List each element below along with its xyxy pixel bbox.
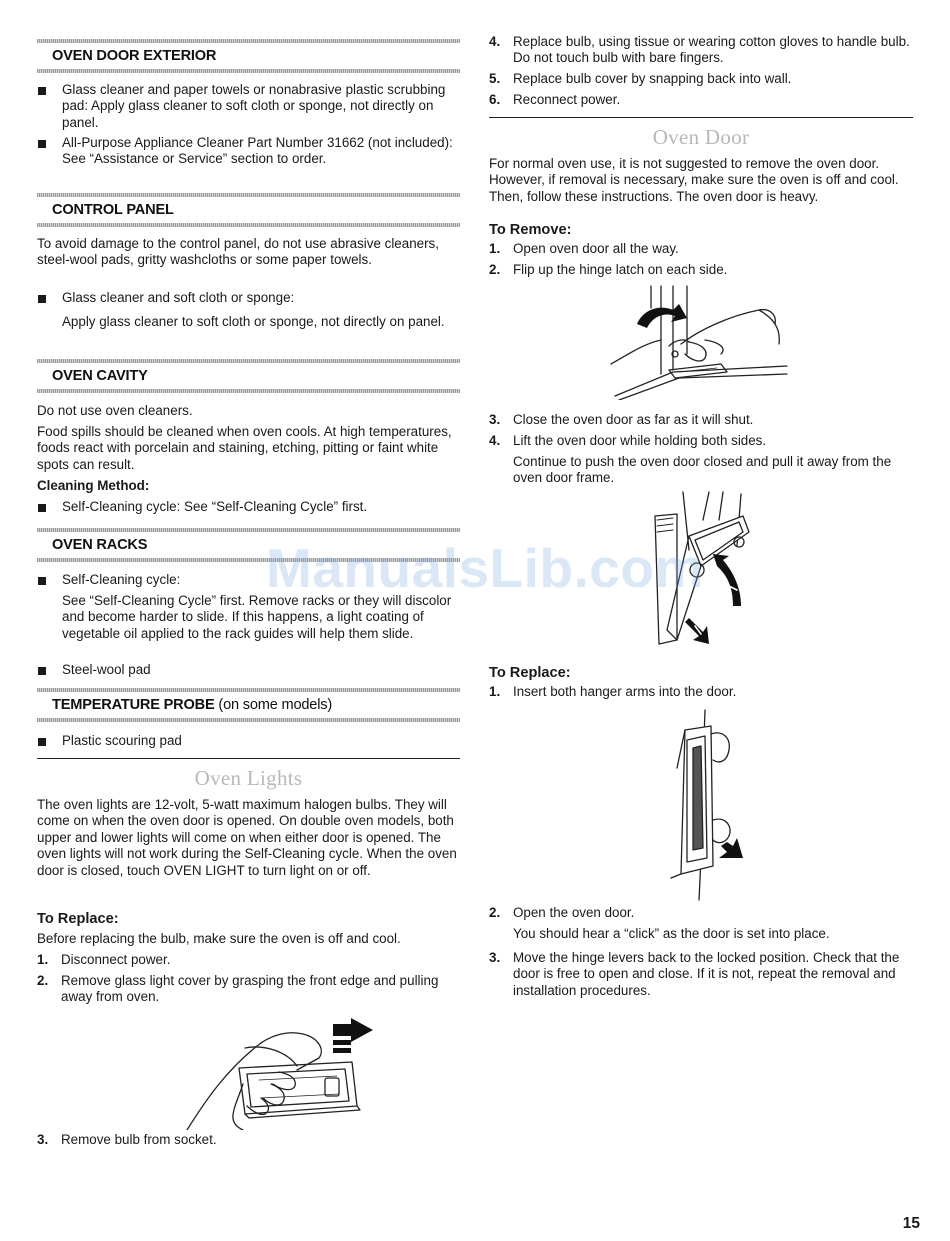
title-light: (on some models): [218, 697, 332, 713]
bullet-item: [37, 135, 460, 168]
step-number: 3.: [37, 1132, 49, 1147]
cleaning-method-label: Cleaning Method:: [37, 478, 150, 493]
step-text: Disconnect power.: [61, 952, 171, 967]
heading-oven-door: Oven Door: [652, 125, 750, 149]
subheading-to-replace: To Replace:: [37, 911, 119, 927]
subheading-to-replace: To Replace:: [489, 665, 571, 681]
paragraph: For normal oven use, it is not suggested to remove the oven door. However, if removal is necessary, make sure the oven is off and cool. Then, follow these instructions. The oven door is heavy.: [489, 156, 899, 204]
step-item: [489, 71, 913, 87]
title-bold: TEMPERATURE PROBE: [52, 697, 215, 713]
step-number: 1.: [489, 684, 501, 699]
section-title: CONTROL PANEL: [52, 202, 174, 218]
step-number: 4.: [489, 34, 501, 49]
step-item: [489, 905, 913, 921]
bullet-text: All-Purpose Appliance Cleaner Part Number 31662 (not included):: [62, 135, 453, 150]
step-text: Lift the oven door while holding both sides.: [513, 433, 767, 448]
step-item: [489, 34, 913, 67]
step-item: [489, 684, 913, 700]
step-number: 1.: [37, 952, 49, 967]
watermark: ManualsLib.com: [266, 537, 704, 599]
step-number: 2.: [489, 905, 501, 920]
step-item: [37, 1132, 460, 1148]
paragraph: Food spills should be cleaned when oven cools. At high temperatures, foods react with porcelain and staining, etching, pitting or faint white spots can result.: [37, 424, 452, 472]
step-item: [37, 973, 460, 1006]
section-header-control-panel: [37, 193, 460, 227]
step-item: [489, 241, 913, 257]
section-title: OVEN RACKS: [52, 537, 148, 553]
step-item: [37, 952, 460, 968]
step-item: [489, 262, 913, 278]
step-detail: Continue to push the oven door closed and pull it away from the oven door frame.: [513, 454, 892, 486]
section-header-oven-cavity: [37, 359, 460, 393]
subheading-to-remove: To Remove:: [489, 222, 572, 238]
step-number: 4.: [489, 433, 501, 448]
bullet-detail: See “Self-Cleaning Cycle” first. Remove racks or they will discolor and become harder to slide. If this happens, a light coating of vegetable oil applied to the rack guides will help them slide.: [62, 593, 452, 641]
bullet-detail: Apply glass cleaner to soft cloth or sponge, not directly on panel.: [62, 314, 445, 329]
light-cover-illustration: [147, 1018, 407, 1130]
step-text: Reconnect power.: [513, 92, 621, 107]
step-number: 2.: [37, 973, 49, 988]
section-divider: [489, 117, 913, 118]
step-number: 2.: [489, 262, 501, 277]
step-text: Flip up the hinge latch on each side.: [513, 262, 728, 277]
step-detail: You should hear a “click” as the door is set into place.: [513, 926, 830, 941]
hinge-latch-illustration: [609, 284, 789, 400]
bullet-item: Glass cleaner and soft cloth or sponge:: [37, 290, 460, 306]
step-text: Move the hinge levers back to the locked position. Check that the door is free to open and close. If it is not, repeat the removal and installation procedures.: [513, 950, 900, 998]
step-item: [489, 412, 913, 428]
step-item: [489, 433, 913, 449]
paragraph: The oven lights are 12-volt, 5-watt maximum halogen bulbs. They will come on when the oven door is opened. On double oven models, both upper and lower lights will come on when either door is opened. The oven lights will not work during the Self-Cleaning cycle. When the oven door is closed, touch OVEN LIGHT to turn light on or off.: [37, 797, 457, 878]
step-number: 3.: [489, 412, 501, 427]
step-text: Open the oven door.: [513, 905, 635, 920]
section-header-temperature-probe: [37, 688, 460, 722]
bullet-item: Glass cleaner and paper towels or nonabrasive plastic scrubbing pad: Apply glass cleaner to soft cloth or sponge, not directly on panel.: [37, 82, 460, 131]
section-title: OVEN CAVITY: [52, 368, 148, 384]
bullet-item: Plastic scouring pad: [37, 733, 460, 749]
section-title: [52, 697, 332, 713]
step-text: Insert both hanger arms into the door.: [513, 684, 737, 699]
step-number: 1.: [489, 241, 501, 256]
paragraph: Do not use oven cleaners.: [37, 403, 193, 418]
hanger-arms-illustration: [657, 708, 743, 902]
paragraph: Before replacing the bulb, make sure the oven is off and cool.: [37, 931, 401, 946]
step-text: Open oven door all the way.: [513, 241, 679, 256]
step-text: Remove glass light cover by grasping the front edge and pulling away from oven.: [61, 973, 439, 1005]
section-header-oven-door-exterior: [37, 39, 460, 73]
step-text: Remove bulb from socket.: [61, 1132, 217, 1147]
page-number: 15: [902, 1215, 920, 1232]
step-number: 3.: [489, 950, 501, 965]
bullet-item: Steel-wool pad: [37, 662, 460, 678]
step-number: 6.: [489, 92, 501, 107]
step-text: Close the oven door as far as it will shut.: [513, 412, 754, 427]
step-item: [489, 92, 913, 108]
section-title: OVEN DOOR EXTERIOR: [52, 48, 217, 64]
section-divider: [37, 758, 460, 759]
step-item: [489, 950, 913, 999]
bullet-item: Self-Cleaning cycle:: [37, 572, 460, 588]
heading-oven-lights: Oven Lights: [194, 766, 303, 790]
bullet-text: See “Assistance or Service” section to order.: [62, 151, 327, 167]
step-text: Replace bulb cover by snapping back into wall.: [513, 71, 792, 86]
step-number: 5.: [489, 71, 501, 86]
bullet-item: Self-Cleaning cycle: See “Self-Cleaning Cycle” first.: [37, 499, 460, 515]
paragraph: To avoid damage to the control panel, do not use abrasive cleaners, steel-wool pads, gritty washcloths or some paper towels.: [37, 236, 439, 268]
step-text: Replace bulb, using tissue or wearing cotton gloves to handle bulb. Do not touch bulb with bare fingers.: [513, 34, 910, 66]
